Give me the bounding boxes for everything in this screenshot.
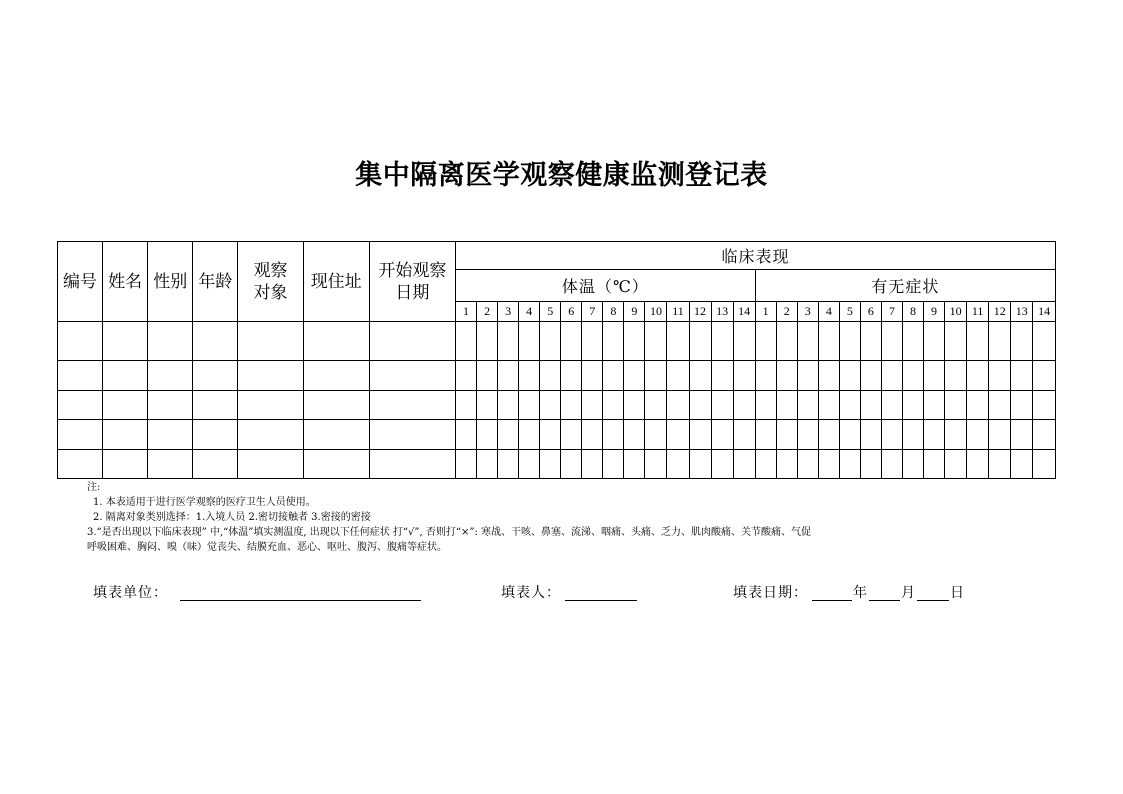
header-temperature: 体温（℃） (456, 270, 756, 302)
header-clinical: 临床表现 (456, 242, 1056, 270)
table-cell[interactable] (519, 322, 540, 361)
table-cell[interactable] (989, 420, 1011, 450)
table-cell[interactable] (540, 420, 561, 450)
table-cell[interactable] (667, 361, 689, 391)
fill-day-blank[interactable] (917, 600, 949, 601)
table-cell[interactable] (967, 322, 989, 361)
table-cell[interactable] (103, 450, 148, 479)
table-cell[interactable] (456, 361, 477, 391)
table-cell[interactable] (58, 450, 103, 479)
table-cell[interactable] (103, 391, 148, 420)
table-cell[interactable] (967, 391, 989, 420)
fill-date-label: 填表日期： (733, 585, 808, 601)
table-cell[interactable] (667, 322, 689, 361)
year-label: 年 (853, 585, 868, 601)
header-row-1 (58, 242, 1056, 270)
table-cell[interactable] (624, 450, 645, 479)
table-cell[interactable] (839, 361, 860, 391)
temp-day-3: 3 (498, 302, 519, 322)
header-id: 编号 (58, 242, 103, 322)
temp-day-8: 8 (603, 302, 624, 322)
table-cell[interactable] (477, 322, 498, 361)
table-cell[interactable] (860, 391, 881, 420)
table-cell[interactable] (945, 420, 967, 450)
header-age: 年龄 (193, 242, 238, 322)
table-cell[interactable] (776, 420, 797, 450)
table-cell[interactable] (881, 420, 902, 450)
symptom-day-9: 9 (924, 302, 945, 322)
table-cell[interactable] (624, 361, 645, 391)
table-cell[interactable] (967, 361, 989, 391)
header-start-date (369, 242, 455, 322)
table-cell[interactable] (303, 420, 369, 450)
page-title: 集中隔离医学观察健康监测登记表 (355, 160, 768, 191)
header-address: 现住址 (303, 242, 369, 322)
fill-person-blank[interactable] (565, 600, 637, 601)
temp-day-7: 7 (582, 302, 603, 322)
table-cell[interactable] (989, 361, 1011, 391)
table-cell[interactable] (667, 450, 689, 479)
table-row (58, 420, 1056, 450)
symptom-day-4: 4 (818, 302, 839, 322)
table-cell[interactable] (755, 391, 776, 420)
temp-day-13: 13 (711, 302, 733, 322)
table-cell[interactable] (456, 322, 477, 361)
table-cell[interactable] (776, 450, 797, 479)
table-cell[interactable] (881, 361, 902, 391)
temp-day-12: 12 (689, 302, 711, 322)
table-cell[interactable] (1011, 361, 1033, 391)
table-cell[interactable] (456, 391, 477, 420)
table-cell[interactable] (540, 322, 561, 361)
header-name: 姓名 (103, 242, 148, 322)
table-cell[interactable] (519, 420, 540, 450)
table-cell[interactable] (902, 450, 923, 479)
table-cell[interactable] (582, 450, 603, 479)
table-cell[interactable] (603, 322, 624, 361)
table-cell[interactable] (818, 420, 839, 450)
month-label: 月 (901, 585, 916, 601)
table-cell[interactable] (303, 322, 369, 361)
table-cell[interactable] (477, 420, 498, 450)
table-cell[interactable] (498, 322, 519, 361)
table-cell[interactable] (945, 450, 967, 479)
symptom-day-10: 10 (945, 302, 967, 322)
table-cell[interactable] (989, 322, 1011, 361)
symptom-day-2: 2 (776, 302, 797, 322)
table-cell[interactable] (103, 420, 148, 450)
day-label: 日 (950, 585, 965, 601)
table-cell[interactable] (839, 450, 860, 479)
table-cell[interactable] (603, 420, 624, 450)
fill-month-blank[interactable] (869, 600, 900, 601)
table-cell[interactable] (776, 391, 797, 420)
table-cell[interactable] (733, 361, 755, 391)
table-cell[interactable] (477, 361, 498, 391)
table-cell[interactable] (148, 361, 193, 391)
table-cell[interactable] (369, 322, 455, 361)
table-cell[interactable] (839, 420, 860, 450)
table-cell[interactable] (818, 450, 839, 479)
header-start-date-line1: 开始观察 (378, 260, 447, 281)
table-cell[interactable] (645, 450, 667, 479)
table-cell[interactable] (989, 450, 1011, 479)
table-cell[interactable] (540, 391, 561, 420)
table-cell[interactable] (603, 450, 624, 479)
table-cell[interactable] (881, 391, 902, 420)
table-cell[interactable] (238, 450, 303, 479)
table-row (58, 391, 1056, 420)
symptom-day-14: 14 (1033, 302, 1056, 322)
note-item-1: 1. 本表适用于进行医学观察的医疗卫生人员使用。 (93, 497, 316, 508)
table-cell[interactable] (1011, 322, 1033, 361)
table-cell[interactable] (689, 420, 711, 450)
table-cell[interactable] (776, 361, 797, 391)
table-cell[interactable] (58, 420, 103, 450)
table-cell[interactable] (689, 322, 711, 361)
table-cell[interactable] (645, 391, 667, 420)
table-cell[interactable] (711, 450, 733, 479)
table-cell[interactable] (755, 361, 776, 391)
table-cell[interactable] (924, 361, 945, 391)
table-cell[interactable] (797, 420, 818, 450)
temp-day-2: 2 (477, 302, 498, 322)
table-cell[interactable] (58, 391, 103, 420)
temp-day-1: 1 (456, 302, 477, 322)
header-observe-target (238, 242, 303, 322)
table-cell[interactable] (776, 322, 797, 361)
table-cell[interactable] (148, 322, 193, 361)
table-cell[interactable] (924, 420, 945, 450)
table-cell[interactable] (148, 391, 193, 420)
temp-day-9: 9 (624, 302, 645, 322)
table-cell[interactable] (103, 322, 148, 361)
table-cell[interactable] (1033, 391, 1056, 420)
table-cell[interactable] (1033, 420, 1056, 450)
temp-day-10: 10 (645, 302, 667, 322)
symptom-day-6: 6 (860, 302, 881, 322)
header-sex: 性别 (148, 242, 193, 322)
header-symptoms: 有无症状 (755, 270, 1055, 302)
table-cell[interactable] (477, 391, 498, 420)
table-cell[interactable] (902, 361, 923, 391)
table-cell[interactable] (603, 361, 624, 391)
symptom-day-13: 13 (1011, 302, 1033, 322)
header-observe-target-line2: 对象 (253, 282, 288, 303)
table-row (58, 361, 1056, 391)
table-cell[interactable] (477, 450, 498, 479)
table-cell[interactable] (582, 420, 603, 450)
table-cell[interactable] (924, 450, 945, 479)
table-cell[interactable] (193, 361, 238, 391)
table-cell[interactable] (148, 450, 193, 479)
table-cell[interactable] (369, 420, 455, 450)
table-cell[interactable] (839, 391, 860, 420)
table-cell[interactable] (818, 322, 839, 361)
table-cell[interactable] (667, 391, 689, 420)
table-cell[interactable] (860, 450, 881, 479)
fill-person-label: 填表人： (501, 585, 561, 601)
table-cell[interactable] (689, 361, 711, 391)
table-cell[interactable] (733, 322, 755, 361)
table-cell[interactable] (561, 361, 582, 391)
table-cell[interactable] (519, 450, 540, 479)
table-cell[interactable] (1033, 361, 1056, 391)
table-cell[interactable] (238, 391, 303, 420)
table-cell[interactable] (989, 391, 1011, 420)
table-cell[interactable] (945, 322, 967, 361)
table-cell[interactable] (561, 420, 582, 450)
table-cell[interactable] (582, 322, 603, 361)
table-cell[interactable] (519, 391, 540, 420)
table-cell[interactable] (881, 450, 902, 479)
table-cell[interactable] (193, 391, 238, 420)
table-cell[interactable] (498, 391, 519, 420)
table-cell[interactable] (498, 450, 519, 479)
table-cell[interactable] (902, 420, 923, 450)
fill-unit-label: 填表单位： (93, 585, 168, 601)
table-row (58, 322, 1056, 361)
table-cell[interactable] (689, 391, 711, 420)
table-cell[interactable] (711, 420, 733, 450)
table-cell[interactable] (624, 322, 645, 361)
note-item-3: 3.“是否出现以下临床表现” 中,“体温”填实测温度, 出现以下任何症状 打“√”, 否则打“×”: 寒战、干咳、鼻塞、流涕、咽痛、头痛、乏力、肌肉酸痛、关节酸痛、气促 (87, 527, 811, 538)
table-cell[interactable] (456, 450, 477, 479)
table-cell[interactable] (498, 361, 519, 391)
table-cell[interactable] (456, 420, 477, 450)
table-cell[interactable] (238, 361, 303, 391)
table-cell[interactable] (689, 450, 711, 479)
header-observe-target-line1: 观察 (253, 260, 288, 281)
notes (87, 480, 1053, 555)
temp-day-14: 14 (733, 302, 755, 322)
table-cell[interactable] (561, 391, 582, 420)
table-cell[interactable] (733, 450, 755, 479)
notes-label: 注: (87, 482, 101, 493)
table-cell[interactable] (498, 420, 519, 450)
table-cell[interactable] (924, 322, 945, 361)
table-cell[interactable] (582, 361, 603, 391)
table-cell[interactable] (519, 361, 540, 391)
table-cell[interactable] (645, 361, 667, 391)
table-cell[interactable] (1011, 420, 1033, 450)
table-cell[interactable] (902, 391, 923, 420)
table-cell[interactable] (645, 322, 667, 361)
table-cell[interactable] (303, 391, 369, 420)
table-cell[interactable] (860, 420, 881, 450)
table-cell[interactable] (603, 391, 624, 420)
symptom-day-11: 11 (967, 302, 989, 322)
symptom-day-12: 12 (989, 302, 1011, 322)
table-cell[interactable] (860, 322, 881, 361)
table-cell[interactable] (711, 391, 733, 420)
note-item-2: 2. 隔离对象类别选择：1.入境人员 2.密切接触者 3.密接的密接 (93, 512, 371, 523)
table-cell[interactable] (1033, 322, 1056, 361)
symptom-day-5: 5 (839, 302, 860, 322)
table-cell[interactable] (1033, 450, 1056, 479)
temp-day-11: 11 (667, 302, 689, 322)
table-cell[interactable] (582, 391, 603, 420)
table-cell[interactable] (645, 420, 667, 450)
table-cell[interactable] (103, 361, 148, 391)
table-cell[interactable] (238, 322, 303, 361)
table-cell[interactable] (902, 322, 923, 361)
table-cell[interactable] (967, 450, 989, 479)
table-cell[interactable] (238, 420, 303, 450)
table-cell[interactable] (1011, 450, 1033, 479)
table-cell[interactable] (369, 361, 455, 391)
fill-unit-blank[interactable] (180, 600, 421, 601)
table-cell[interactable] (797, 322, 818, 361)
table-cell[interactable] (818, 361, 839, 391)
table-cell[interactable] (58, 361, 103, 391)
table-cell[interactable] (148, 420, 193, 450)
table-cell[interactable] (945, 361, 967, 391)
table-cell[interactable] (797, 361, 818, 391)
temp-day-5: 5 (540, 302, 561, 322)
temp-day-4: 4 (519, 302, 540, 322)
table-cell[interactable] (624, 420, 645, 450)
table-cell[interactable] (733, 391, 755, 420)
note-item-3-cont: 呼吸困难、胸闷、嗅（味）觉丧失、结膜充血、恶心、呕吐、腹泻、腹痛等症状。 (87, 542, 447, 553)
table-cell[interactable] (860, 361, 881, 391)
table-cell[interactable] (733, 420, 755, 450)
table-cell[interactable] (540, 361, 561, 391)
table-cell[interactable] (711, 361, 733, 391)
table-cell[interactable] (624, 391, 645, 420)
table-cell[interactable] (1011, 391, 1033, 420)
symptom-day-8: 8 (902, 302, 923, 322)
table-cell[interactable] (193, 322, 238, 361)
table-cell[interactable] (193, 450, 238, 479)
symptom-day-7: 7 (881, 302, 902, 322)
table-cell[interactable] (711, 322, 733, 361)
table-cell[interactable] (561, 450, 582, 479)
table-cell[interactable] (193, 420, 238, 450)
symptom-day-1: 1 (755, 302, 776, 322)
registration-table (57, 241, 1056, 479)
table-cell[interactable] (818, 391, 839, 420)
table-cell[interactable] (303, 361, 369, 391)
header-start-date-line2: 日期 (395, 282, 430, 303)
table-cell[interactable] (540, 450, 561, 479)
table-cell[interactable] (369, 450, 455, 479)
table-row (58, 450, 1056, 479)
table-cell[interactable] (797, 391, 818, 420)
table-cell[interactable] (755, 420, 776, 450)
table-cell[interactable] (303, 450, 369, 479)
table-cell[interactable] (881, 322, 902, 361)
table-cell[interactable] (839, 322, 860, 361)
table-cell[interactable] (755, 322, 776, 361)
table-cell[interactable] (797, 450, 818, 479)
table-cell[interactable] (667, 420, 689, 450)
temp-day-6: 6 (561, 302, 582, 322)
table-cell[interactable] (58, 322, 103, 361)
table-cell[interactable] (924, 391, 945, 420)
fill-year-blank[interactable] (812, 600, 852, 601)
table-cell[interactable] (755, 450, 776, 479)
table-cell[interactable] (967, 420, 989, 450)
table-cell[interactable] (561, 322, 582, 361)
table-cell[interactable] (369, 391, 455, 420)
symptom-day-3: 3 (797, 302, 818, 322)
table-cell[interactable] (945, 391, 967, 420)
